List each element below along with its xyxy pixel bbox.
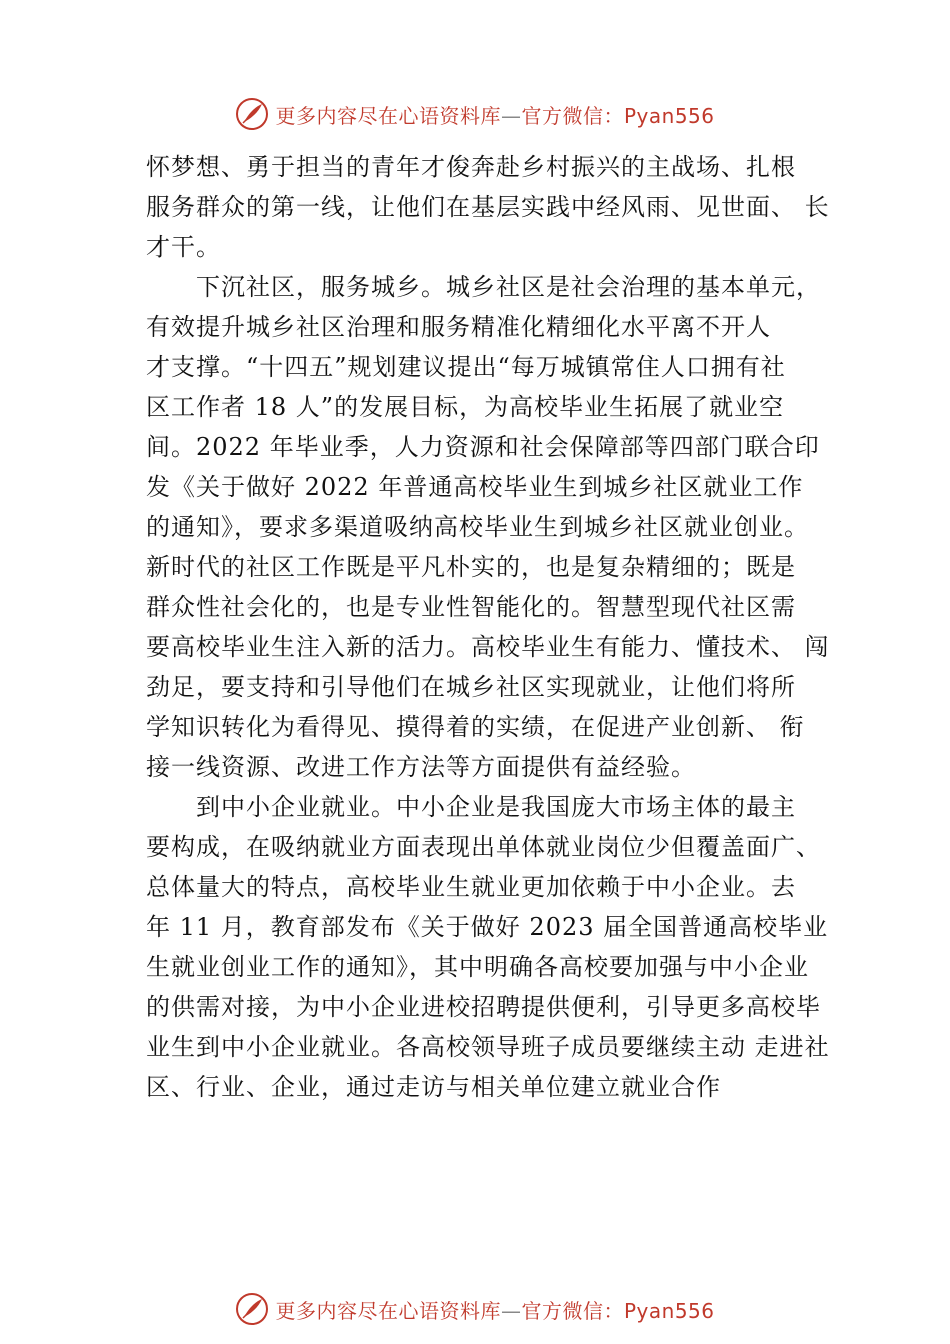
text-line: 下沉社区，服务城乡。城乡社区是社会治理的基本单元，	[146, 273, 821, 301]
footer-banner-main: 更多内容尽在心语资料库	[275, 1298, 501, 1323]
footer-banner-text	[275, 1295, 714, 1324]
header-banner	[0, 97, 950, 131]
text-line: 新时代的社区工作既是平凡朴实的，也是复杂精细的；既是	[146, 553, 796, 581]
header-banner-dash: —	[500, 103, 522, 128]
text-line: 总体量大的特点，高校毕业生就业更加依赖于中小企业。去	[146, 873, 796, 901]
text-line: 业生到中小企业就业。各高校领导班子成员要继续主动 走进社	[146, 1033, 830, 1061]
text-line: 的供需对接，为中小企业进校招聘提供便利，引导更多高校毕	[146, 993, 821, 1021]
text-line: 区工作者 18 人”的发展目标，为高校毕业生拓展了就业空	[146, 393, 785, 421]
text-line: 的通知》，要求多渠道吸纳高校毕业生到城乡社区就业创业。	[146, 513, 809, 541]
article-body	[146, 147, 830, 1107]
text-line: 发《关于做好 2022 年普通高校毕业生到城乡社区就业工作	[146, 473, 804, 501]
text-line: 服务群众的第一线，让他们在基层实践中经风雨、见世面、 长	[146, 193, 830, 221]
header-banner-text	[275, 100, 714, 129]
text-line: 要高校毕业生注入新的活力。高校毕业生有能力、懂技术、 闯	[146, 633, 830, 661]
text-line: 接一线资源、改进工作方法等方面提供有益经验。	[146, 753, 696, 781]
text-line: 才支撑。“十四五”规划建议提出“每万城镇常住人口拥有社	[146, 353, 786, 381]
text-line: 劲足，要支持和引导他们在城乡社区实现就业，让他们将所	[146, 673, 796, 701]
text-line: 区、行业、企业，通过走访与相关单位建立就业合作	[146, 1073, 721, 1101]
text-line: 群众性社会化的，也是专业性智能化的。智慧型现代社区需	[146, 593, 796, 621]
quill-logo-icon	[235, 1292, 269, 1326]
quill-logo-icon	[235, 97, 269, 131]
text-line: 怀梦想、勇于担当的青年才俊奔赴乡村振兴的主战场、扎根	[146, 153, 796, 181]
text-line: 要构成，在吸纳就业方面表现出单体就业岗位少但覆盖面广、	[146, 833, 821, 861]
footer-banner-dash: —	[500, 1298, 522, 1323]
footer-banner	[0, 1292, 950, 1326]
footer-banner-account: Pyan556	[623, 1298, 715, 1323]
text-line: 间。2022 年毕业季，人力资源和社会保障部等四部门联合印	[146, 433, 820, 461]
header-banner-label: 官方微信：	[521, 103, 624, 128]
text-line: 才干。	[146, 233, 221, 261]
text-line: 到中小企业就业。中小企业是我国庞大市场主体的最主	[146, 793, 796, 821]
text-line: 有效提升城乡社区治理和服务精准化精细化水平离不开人	[146, 313, 771, 341]
footer-banner-label: 官方微信：	[521, 1298, 624, 1323]
text-line: 年 11 月，教育部发布《关于做好 2023 届全国普通高校毕业	[146, 913, 829, 941]
text-line: 学知识转化为看得见、摸得着的实绩，在促进产业创新、 衔	[146, 713, 805, 741]
text-line: 生就业创业工作的通知》，其中明确各高校要加强与中小企业	[146, 953, 809, 981]
header-banner-main: 更多内容尽在心语资料库	[275, 103, 501, 128]
header-banner-account: Pyan556	[623, 103, 715, 128]
